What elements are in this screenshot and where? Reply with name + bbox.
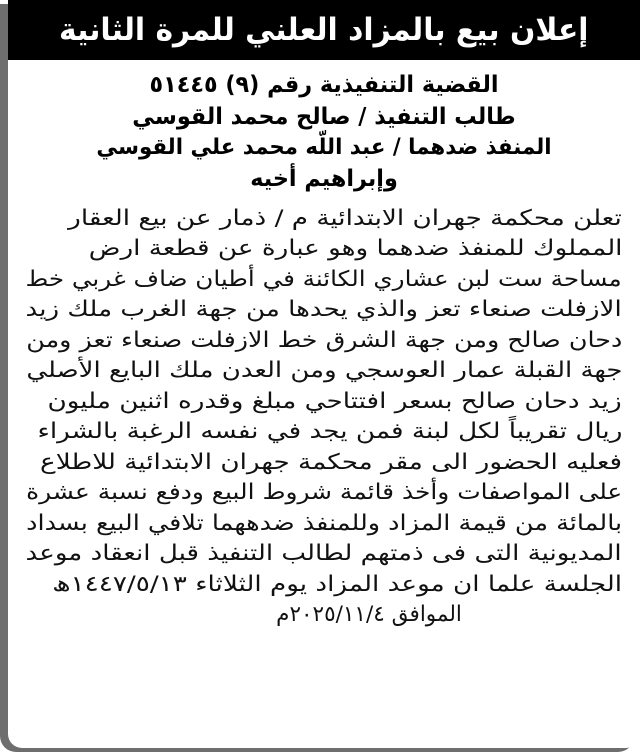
body-line: [26, 417, 622, 448]
notice-banner-title: إعلان بيع بالمزاد العلني للمرة الثانية: [59, 11, 589, 48]
body-line: [26, 509, 622, 540]
body-line-text: تعلن محكمة جهران الابتدائية م / ذمار عن بيع العقار: [68, 205, 622, 231]
body-line-text: الجلسة علما ان موعد المزاد يوم الثلاثاء ١٤٤٧/٥/١٣ھ: [52, 571, 622, 597]
notice-banner: [8, 0, 640, 60]
body-line-text: دحان صالح ومن جهة الشرق خط الازفلت صنعاء تعز ومن: [25, 327, 622, 353]
body-line-gregorian-date: الموافق ٢٠٢٥/١١/٤م: [276, 602, 462, 628]
body-line-text: المملوك للمنفذ ضدهما وهو عبارة عن قطعة ارض: [88, 236, 622, 262]
body-line: [26, 539, 622, 570]
body-line: [26, 265, 622, 296]
body-line-text: المديونية التى فى ذمتهم لطالب التنفيذ قبل انعقاد موعد: [25, 541, 622, 567]
body-line-text: جهة القبلة عمار العوسجي ومن العدن ملك البايع الأصلي: [25, 358, 622, 384]
execution-debtor-line: المنفذ ضدهما / عبد اللّه محمد علي القوسي: [96, 135, 552, 161]
body-line-text: فعليه الحضور الى مقر محكمة جهران الابتدائية للاطلاع: [40, 449, 622, 475]
notice-content: [8, 60, 640, 748]
body-line-auction-date: [26, 570, 622, 601]
body-line: [26, 326, 622, 357]
body-line-text: زيد دحان صالح بسعر افتتاحي مبلغ وقدره اثنين مليون: [47, 388, 622, 414]
body-line: [26, 295, 622, 326]
body-line-text: بالمائة من قيمة المزاد وللمنفذ ضدههما تلافي البيع بسداد: [26, 510, 622, 536]
body-line-text: ريال تقريباً لكل لبنة فمن يجد في نفسه الرغبة بالشراء: [37, 419, 622, 445]
body-line: [26, 448, 622, 479]
notice-heading-block: [26, 70, 622, 196]
body-line: [26, 234, 622, 265]
body-line-text: مساحة ست لبن عشاري الكائنة في أطيان ضاف غربي خط: [25, 266, 622, 292]
body-line-text: الازفلت صنعاء تعز والذي يحدها من جهة الغرب ملك زيد: [25, 297, 622, 323]
body-line: [26, 356, 622, 387]
body-line: [26, 478, 622, 509]
case-number-line: القضية التنفيذية رقم (٩) ٥١٤٤٥: [149, 72, 499, 98]
notice-body: [26, 204, 622, 631]
body-line-text: على المواصفات وأخذ قائمة شروط البيع ودفع نسبة عشرة: [25, 480, 622, 506]
execution-debtor-line-2: وإبراهيم أخيه: [250, 165, 398, 192]
execution-claimant-line: طالب التنفيذ / صالح محمد القوسي: [132, 103, 516, 130]
body-line: [26, 204, 622, 235]
body-line: [26, 387, 622, 418]
